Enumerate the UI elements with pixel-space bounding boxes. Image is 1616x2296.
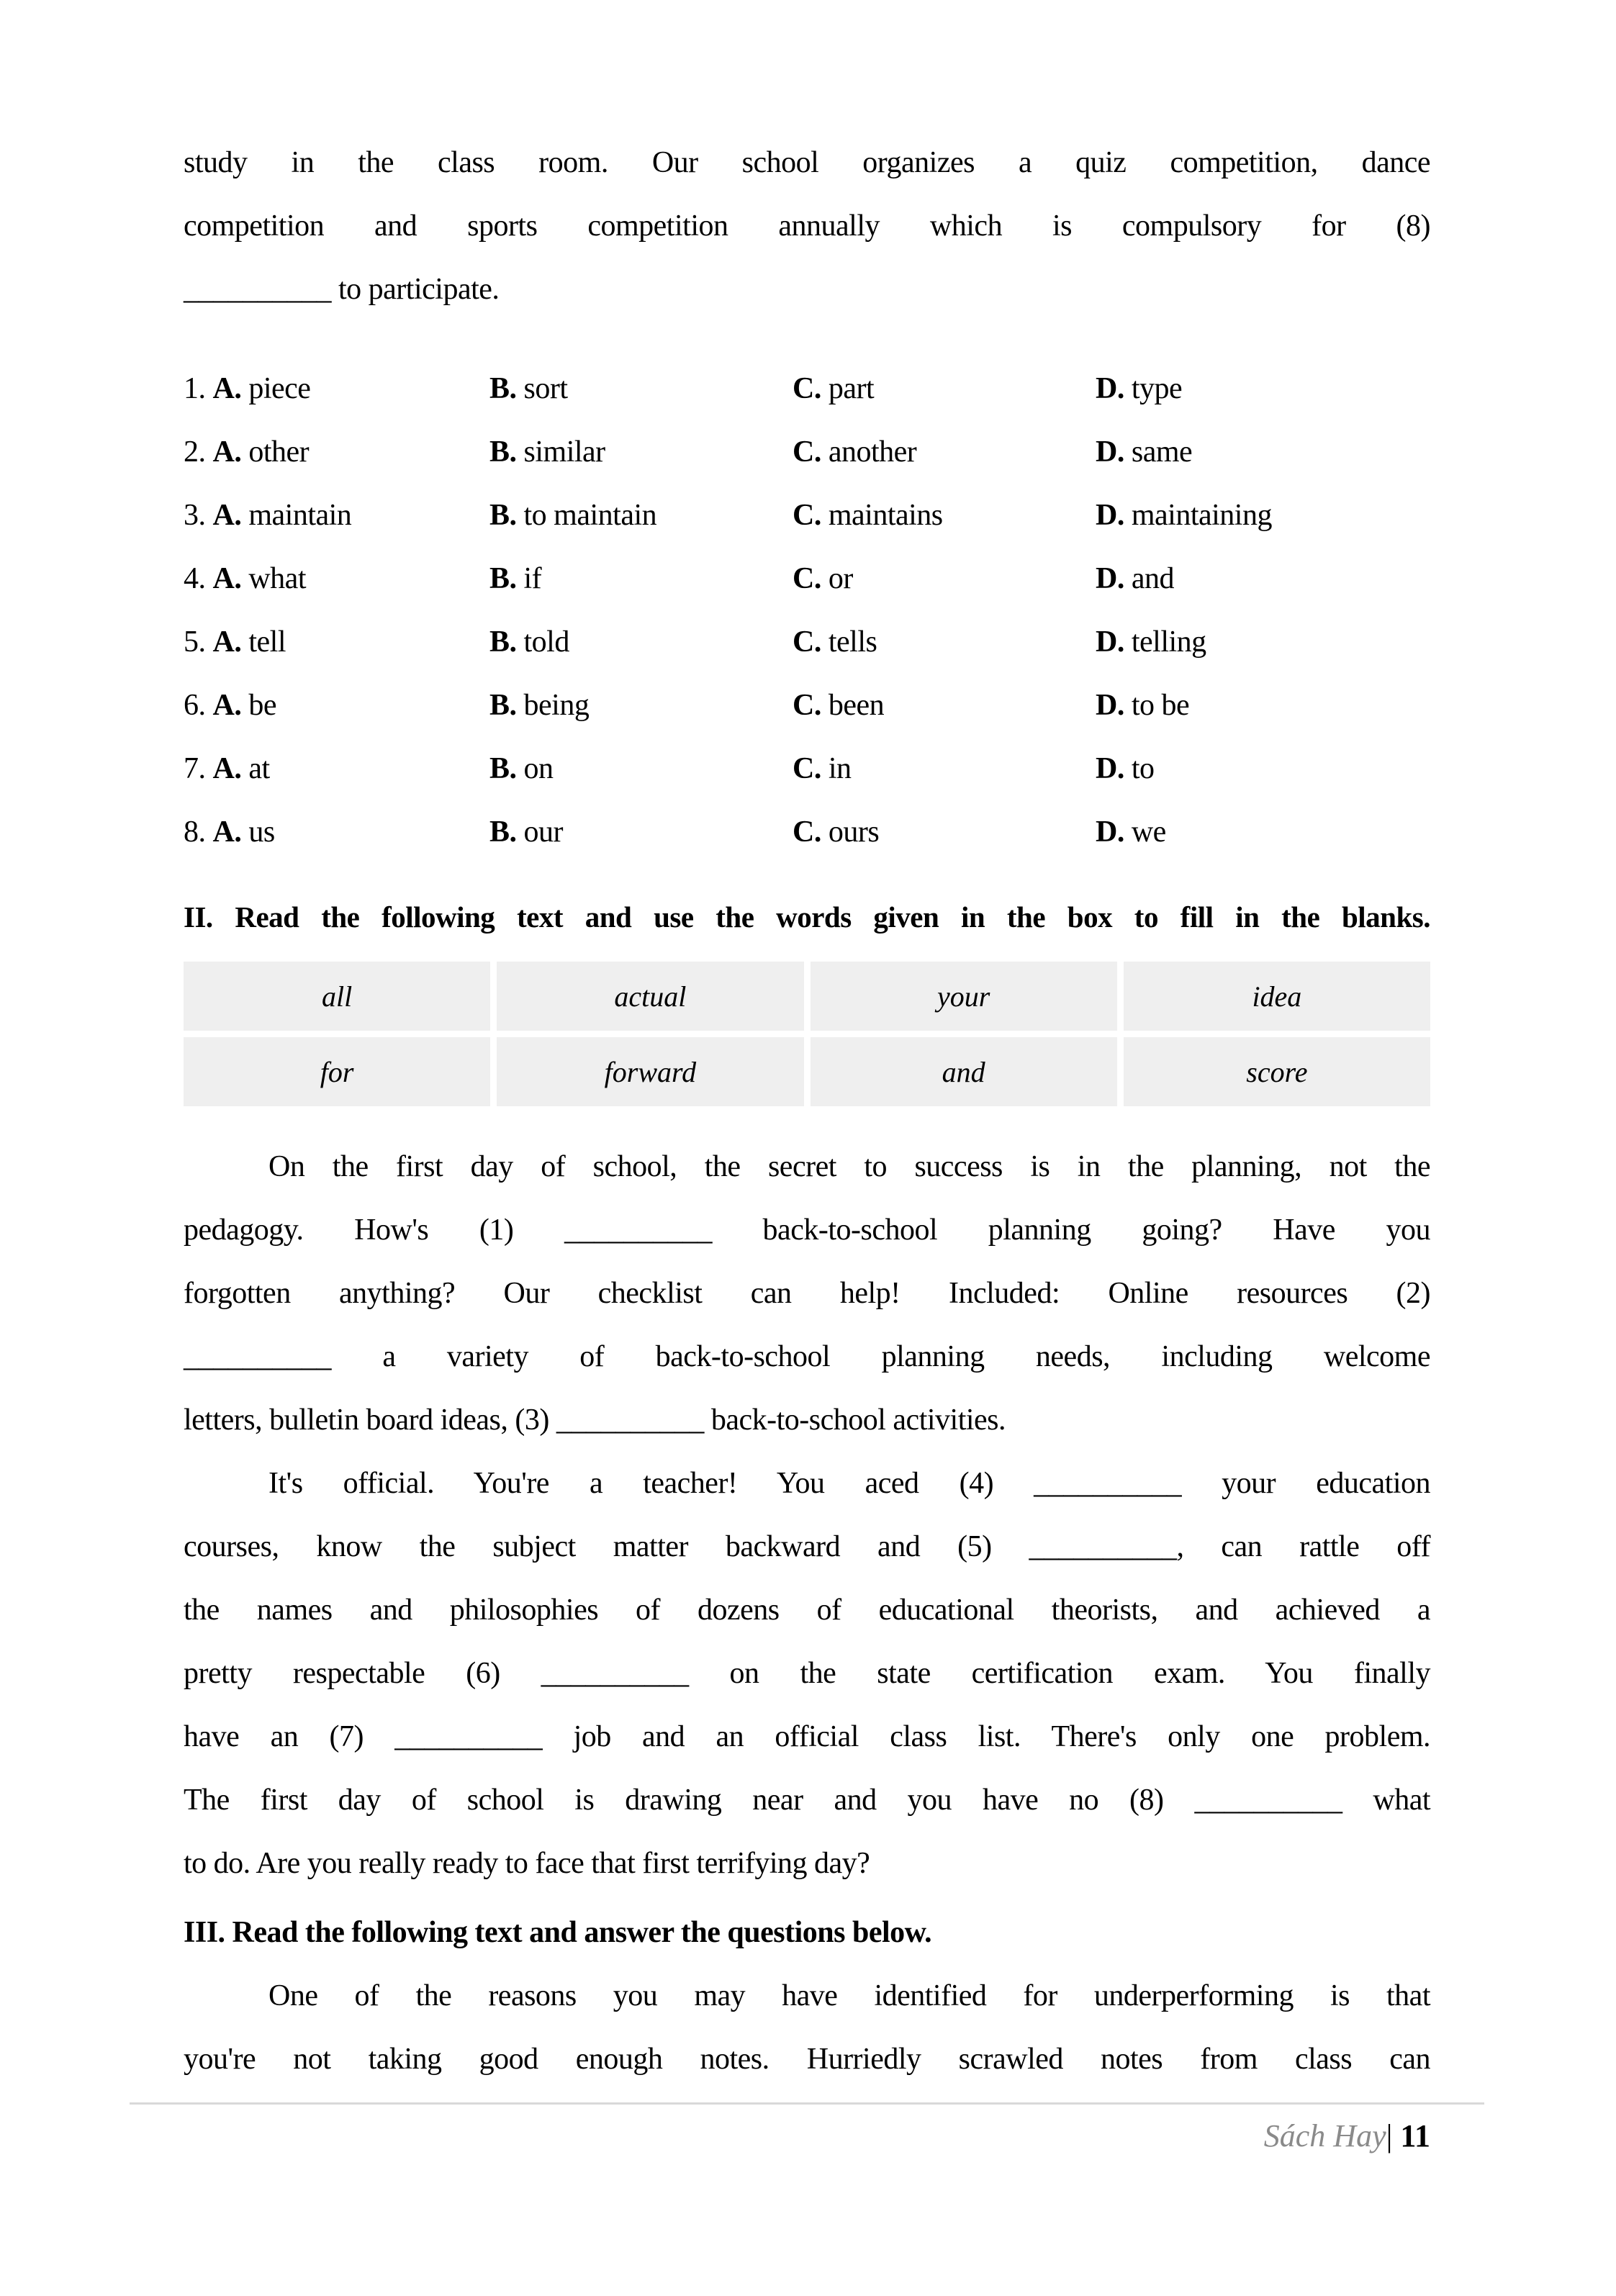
paragraph-line: to do. Are you really ready to face that first terrifying day? <box>184 1847 870 1880</box>
mcq-option: B. told <box>489 625 569 659</box>
mcq-question-cell <box>184 357 489 420</box>
paragraph-line: pretty respectable (6) __________ on the state certification exam. You finally <box>184 1657 1430 1690</box>
mcq-option: A. us <box>212 815 275 849</box>
mcq-option: A. what <box>212 562 306 595</box>
mcq-option-letter: D. <box>1096 499 1124 532</box>
mcq-option-letter: D. <box>1096 625 1124 659</box>
mcq-option: B. to maintain <box>489 499 657 532</box>
mcq-option-cell <box>793 610 1096 674</box>
mcq-option-cell <box>489 420 793 484</box>
mcq-option-cell <box>1096 610 1430 674</box>
mcq-option: A. piece <box>212 372 311 405</box>
mcq-question-cell <box>184 610 489 674</box>
mcq-option: D. we <box>1096 815 1166 849</box>
mcq-option: D. to be <box>1096 689 1190 722</box>
question-number: 5. <box>184 625 213 659</box>
paragraph-line: have an (7) __________ job and an official class list. There's only one problem. <box>184 1720 1430 1753</box>
mcq-row <box>184 484 1430 547</box>
mcq-option: C. been <box>793 689 885 722</box>
paragraph-line: One of the reasons you may have identified for underperforming is that <box>268 1979 1430 2012</box>
mcq-option-letter: A. <box>212 499 242 532</box>
paragraph-line: It's official. You're a teacher! You aced (4) __________ your education <box>268 1467 1430 1500</box>
mcq-option: B. similar <box>489 435 605 469</box>
mcq-option-letter: C. <box>793 435 821 469</box>
mcq-option: D. and <box>1096 562 1174 595</box>
mcq-option-cell <box>489 800 793 864</box>
question-number: 2. <box>184 435 213 469</box>
mcq-option: B. sort <box>489 372 568 405</box>
mcq-option: A. maintain <box>212 499 352 532</box>
mcq-option-letter: C. <box>793 752 821 785</box>
mcq-option-cell <box>793 800 1096 864</box>
footer-divider-line <box>130 2102 1484 2105</box>
mcq-question-cell <box>184 737 489 800</box>
paragraph-line: On the first day of school, the secret to success is in the planning, not the <box>268 1150 1430 1183</box>
paragraph-line: The first day of school is drawing near and you have no (8) __________ what <box>184 1784 1430 1817</box>
mcq-option-letter: A. <box>212 562 242 595</box>
mcq-row <box>184 547 1430 610</box>
mcq-option-letter: B. <box>489 499 517 532</box>
mcq-question-cell <box>184 800 489 864</box>
footer-brand: Sách Hay <box>1263 2118 1386 2153</box>
mcq-option: D. same <box>1096 435 1193 469</box>
word-box-cell: and <box>811 1037 1117 1106</box>
question-number: 8. <box>184 815 213 849</box>
mcq-option: A. be <box>212 689 276 722</box>
paragraph-line: study in the class room. Our school organizes a quiz competition, dance <box>184 146 1430 179</box>
mcq-option-letter: D. <box>1096 815 1124 849</box>
mcq-option-cell <box>793 484 1096 547</box>
mcq-option-letter: B. <box>489 562 517 595</box>
mcq-option-cell <box>489 357 793 420</box>
question-number: 6. <box>184 689 213 722</box>
footer-separator: | <box>1386 2118 1393 2153</box>
mcq-option: C. part <box>793 372 875 405</box>
mcq-option-letter: A. <box>212 372 242 405</box>
mcq-option-letter: A. <box>212 815 242 849</box>
mcq-option: D. to <box>1096 752 1155 785</box>
mcq-option-cell <box>1096 674 1430 737</box>
word-box-cell: for <box>184 1037 490 1106</box>
mcq-option: C. another <box>793 435 917 469</box>
question-number: 3. <box>184 499 213 532</box>
paragraph-line: courses, know the subject matter backward and (5) __________, can rattle off <box>184 1530 1430 1563</box>
mcq-option-cell <box>793 357 1096 420</box>
mcq-option-letter: D. <box>1096 372 1124 405</box>
mcq-row <box>184 737 1430 800</box>
mcq-option-letter: D. <box>1096 752 1124 785</box>
paragraph-line: forgotten anything? Our checklist can help! Included: Online resources (2) <box>184 1277 1430 1310</box>
mcq-option-letter: C. <box>793 689 821 722</box>
word-box-cell: idea <box>1124 962 1430 1031</box>
mcq-option: C. in <box>793 752 852 785</box>
mcq-option-letter: C. <box>793 562 821 595</box>
mcq-option-cell <box>1096 420 1430 484</box>
mcq-option-cell <box>489 610 793 674</box>
question-number: 1. <box>184 372 213 405</box>
mcq-option-cell <box>1096 800 1430 864</box>
mcq-option: B. being <box>489 689 590 722</box>
mcq-row <box>184 610 1430 674</box>
mcq-option: A. at <box>212 752 270 785</box>
mcq-option-letter: C. <box>793 372 821 405</box>
mcq-option: C. or <box>793 562 853 595</box>
mcq-list <box>184 357 1430 864</box>
mcq-option-letter: A. <box>212 689 242 722</box>
mcq-option-cell <box>1096 484 1430 547</box>
mcq-option-cell <box>489 484 793 547</box>
mcq-option-letter: A. <box>212 625 242 659</box>
mcq-row <box>184 357 1430 420</box>
mcq-option-cell <box>1096 737 1430 800</box>
mcq-option: B. our <box>489 815 564 849</box>
mcq-option: C. tells <box>793 625 877 659</box>
section-iii-heading: III. Read the following text and answer the questions below. <box>184 1916 932 1949</box>
intro-paragraph <box>184 131 1430 321</box>
mcq-option-cell <box>1096 547 1430 610</box>
mcq-option-cell <box>793 420 1096 484</box>
page-footer <box>184 2110 1430 2162</box>
mcq-option: B. on <box>489 752 554 785</box>
mcq-option-cell <box>489 547 793 610</box>
mcq-option-cell <box>793 737 1096 800</box>
word-box-cell: forward <box>497 1037 803 1106</box>
mcq-option-cell <box>1096 357 1430 420</box>
paragraph-line: pedagogy. How's (1) __________ back-to-school planning going? Have you <box>184 1213 1430 1247</box>
mcq-option: A. other <box>212 435 310 469</box>
mcq-option-letter: B. <box>489 815 517 849</box>
mcq-option-letter: C. <box>793 499 821 532</box>
mcq-option-letter: B. <box>489 435 517 469</box>
mcq-option-letter: A. <box>212 752 242 785</box>
mcq-option-letter: A. <box>212 435 242 469</box>
mcq-option: C. maintains <box>793 499 943 532</box>
word-box-cell: your <box>811 962 1117 1031</box>
mcq-option-cell <box>489 674 793 737</box>
mcq-question-cell <box>184 420 489 484</box>
mcq-option-letter: D. <box>1096 562 1124 595</box>
mcq-option-cell <box>793 547 1096 610</box>
section-ii-heading: II. Read the following text and use the words given in the box to fill in the blanks. <box>184 900 1430 934</box>
mcq-option-letter: C. <box>793 815 821 849</box>
mcq-row <box>184 800 1430 864</box>
mcq-question-cell <box>184 484 489 547</box>
mcq-row <box>184 674 1430 737</box>
mcq-question-cell <box>184 547 489 610</box>
mcq-option-letter: C. <box>793 625 821 659</box>
mcq-option: C. ours <box>793 815 880 849</box>
question-number: 4. <box>184 562 213 595</box>
mcq-option-letter: D. <box>1096 689 1124 722</box>
mcq-option: A. tell <box>212 625 286 659</box>
paragraph-line: __________ to participate. <box>184 273 500 306</box>
paragraph-line: competition and sports competition annually which is compulsory for (8) <box>184 209 1430 243</box>
mcq-option: B. if <box>489 562 542 595</box>
mcq-option-cell <box>793 674 1096 737</box>
word-box-cell: score <box>1124 1037 1430 1106</box>
footer-page-number: 11 <box>1400 2118 1430 2153</box>
word-box <box>184 962 1430 1106</box>
mcq-question-cell <box>184 674 489 737</box>
mcq-option-letter: B. <box>489 752 517 785</box>
paragraph-line: letters, bulletin board ideas, (3) __________ back-to-school activities. <box>184 1404 1006 1437</box>
mcq-option: D. maintaining <box>1096 499 1272 532</box>
mcq-option-letter: D. <box>1096 435 1124 469</box>
question-number: 7. <box>184 752 213 785</box>
word-box-cell: actual <box>497 962 803 1031</box>
paragraph-line: you're not taking good enough notes. Hurriedly scrawled notes from class can <box>184 2043 1430 2076</box>
paragraph-line: the names and philosophies of dozens of educational theorists, and achieved a <box>184 1594 1430 1627</box>
mcq-row <box>184 420 1430 484</box>
mcq-option: D. telling <box>1096 625 1206 659</box>
mcq-option-cell <box>489 737 793 800</box>
section2-paragraphs <box>184 1135 1430 1895</box>
word-box-cell: all <box>184 962 490 1031</box>
mcq-option-letter: B. <box>489 372 517 405</box>
section3-paragraphs <box>184 1964 1430 2091</box>
mcq-option-letter: B. <box>489 625 517 659</box>
mcq-option-letter: B. <box>489 689 517 722</box>
paragraph-line: __________ a variety of back-to-school planning needs, including welcome <box>184 1340 1430 1373</box>
mcq-option: D. type <box>1096 372 1183 405</box>
